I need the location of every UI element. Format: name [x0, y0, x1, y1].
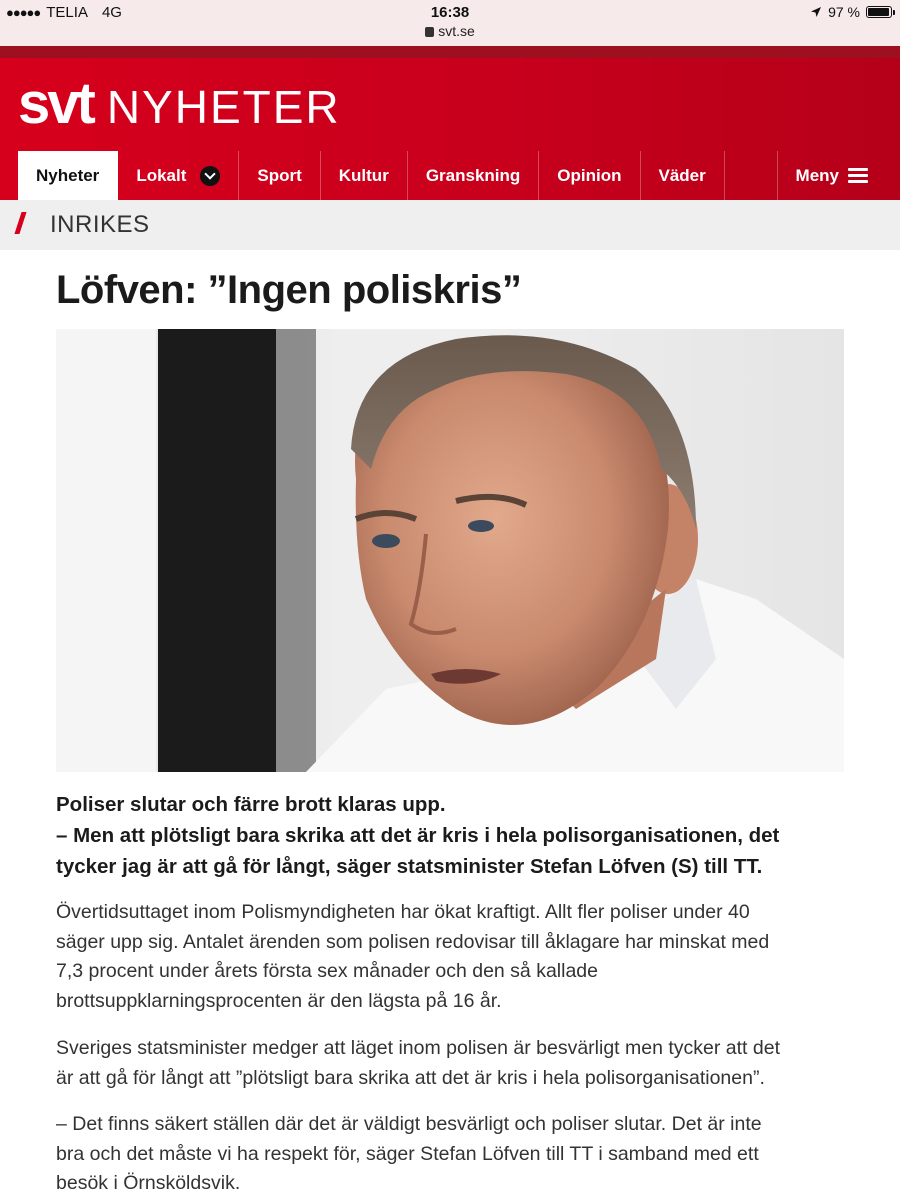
paragraph-line: säger upp sig. Antalet ärenden som polisen redovisar till åklagare har minskat med	[56, 930, 770, 953]
paragraph-line: 7,3 procent under årets första sex månader och den så kallade	[56, 960, 598, 982]
battery-percentage: 97 %	[828, 4, 860, 20]
battery-level	[868, 8, 889, 16]
nav-item-nyheter[interactable]	[18, 151, 118, 200]
article-lead	[56, 789, 846, 882]
address-bar[interactable]	[0, 23, 900, 39]
paragraph-line: besök i Örnsköldsvik.	[56, 1172, 241, 1194]
article-headline: Löfven: ”Ingen poliskris”	[56, 268, 522, 312]
site-header	[0, 58, 900, 200]
url-text: svt.se	[438, 23, 475, 39]
section-slash-icon	[14, 212, 26, 234]
article-paragraph-1	[56, 898, 856, 1016]
chevron-down-icon[interactable]	[200, 166, 220, 186]
paragraph-line: bra och det måste vi ha respekt för, säger Stefan Löfven till TT i samband med ett	[56, 1142, 759, 1165]
paragraph-line: brottsuppklarningsprocenten är den lägsta på 16 år.	[56, 989, 502, 1012]
paragraph-line: är att gå för långt att ”plötsligt bara skrika att det är kris i hela polisorganisationen”.	[56, 1066, 765, 1089]
nav-spacer	[725, 151, 778, 200]
paragraph-line: Övertidsuttaget inom Polismyndigheten har ökat kraftigt. Allt fler poliser under 40	[56, 901, 750, 923]
nav-item-kultur[interactable]	[321, 151, 408, 200]
menu-label: Meny	[795, 165, 839, 185]
nav-label: Nyheter	[36, 165, 100, 185]
nav-item-vader[interactable]	[641, 151, 725, 200]
nav-label: Lokalt	[136, 165, 187, 185]
nav-item-lokalt[interactable]	[118, 151, 239, 200]
article-photo[interactable]	[56, 329, 844, 772]
battery-icon	[866, 6, 892, 18]
nav-item-opinion[interactable]	[539, 151, 640, 200]
lead-line: Poliser slutar och färre brott klaras upp.	[56, 793, 446, 816]
header-top-strip	[0, 46, 900, 58]
section-band	[0, 200, 900, 250]
device-status	[810, 4, 892, 20]
main-navigation	[18, 151, 884, 200]
article-paragraph-3	[56, 1110, 856, 1199]
lead-line: tycker jag är att gå för långt, säger statsminister Stefan Löfven (S) till TT.	[56, 855, 763, 878]
clock: 16:38	[430, 4, 470, 21]
portrait-image	[56, 329, 844, 772]
nav-item-sport[interactable]	[239, 151, 320, 200]
status-bar	[0, 0, 900, 46]
hamburger-icon	[848, 168, 868, 183]
nav-label: Sport	[257, 165, 302, 185]
lead-line: – Men att plötsligt bara skrika att det är kris i hela polisorganisationen, det	[56, 824, 780, 847]
nav-label: Opinion	[557, 165, 622, 185]
nav-item-granskning[interactable]	[408, 151, 539, 200]
section-title[interactable]: INRIKES	[50, 211, 150, 238]
menu-button[interactable]	[778, 151, 884, 200]
article-paragraph-2	[56, 1034, 856, 1093]
network-type: 4G	[101, 4, 122, 21]
svt-nyheter-logo[interactable]	[18, 72, 341, 136]
location-arrow-icon	[810, 6, 822, 18]
signal-strength-icon: ●●●●●	[6, 5, 41, 20]
logo-nyheter-text: NYHETER	[106, 81, 341, 133]
logo-svt-text: svt	[18, 71, 93, 136]
lock-icon	[425, 27, 434, 37]
nav-label: Granskning	[425, 165, 521, 185]
nav-label: Väder	[658, 165, 706, 185]
carrier-name: TELIA	[46, 4, 88, 21]
paragraph-line: – Det finns säkert ställen där det är väldigt besvärligt och poliser slutar. Det är inte	[56, 1113, 762, 1135]
nav-label: Kultur	[338, 165, 389, 185]
paragraph-line: Sveriges statsminister medger att läget inom polisen är besvärligt men tycker att det	[56, 1037, 780, 1059]
